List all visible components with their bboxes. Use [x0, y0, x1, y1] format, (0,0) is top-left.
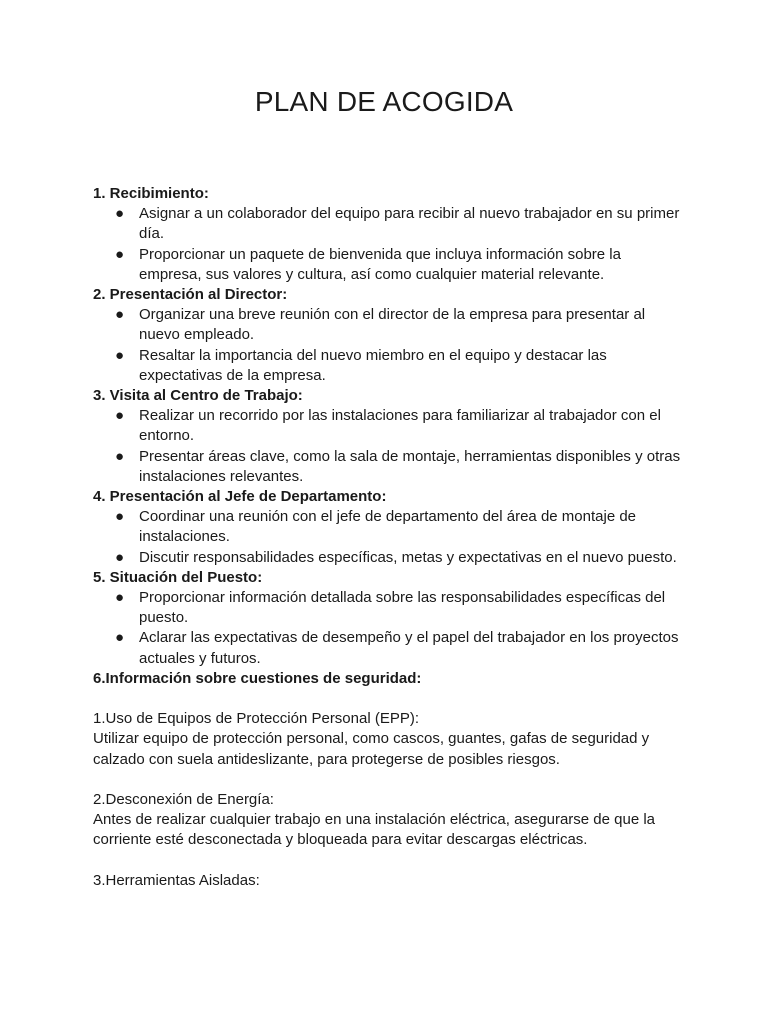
bullet-list	[93, 588, 683, 669]
list-item-text: Proporcionar información detallada sobre las responsabilidades específicas del puesto.	[139, 589, 666, 627]
section-heading: 5. Situación del Puesto:	[93, 568, 263, 586]
bullet-icon: ●	[115, 589, 125, 607]
list-item-text: Discutir responsabilidades específicas, metas y expectativas en el nuevo puesto.	[139, 548, 677, 566]
bullet-list	[93, 204, 683, 285]
list-item-text: Presentar áreas clave, como la sala de montaje, herramientas disponibles y otras instalaciones relevantes.	[139, 447, 681, 485]
section-heading: 2. Presentación al Director:	[93, 286, 288, 304]
section-recibimiento	[93, 184, 683, 285]
list-item	[93, 507, 683, 547]
list-item-text: Coordinar una reunión con el jefe de departamento del área de montaje de instalaciones.	[139, 508, 637, 546]
section-situacion-puesto	[93, 568, 683, 669]
section-heading: 3. Visita al Centro de Trabajo:	[93, 387, 303, 405]
section-presentacion-director	[93, 285, 683, 386]
paragraph-spacer	[93, 770, 683, 790]
list-item	[93, 548, 683, 568]
safety-item-label: 2.Desconexión de Energía:	[93, 791, 274, 809]
list-item	[93, 346, 683, 386]
section-heading: 4. Presentación al Jefe de Departamento:	[93, 488, 387, 506]
list-item-text: Asignar a un colaborador del equipo para recibir al nuevo trabajador en su primer día.	[139, 205, 680, 243]
bullet-icon: ●	[115, 346, 125, 364]
bullet-icon: ●	[115, 205, 125, 223]
bullet-icon: ●	[115, 407, 125, 425]
list-item	[93, 245, 683, 285]
bullet-list	[93, 507, 683, 568]
section-heading: 6.Información sobre cuestiones de seguridad:	[93, 669, 422, 687]
safety-item-text: Antes de realizar cualquier trabajo en una instalación eléctrica, asegurarse de que la corriente esté desconectada y bloqueada para evitar descargas eléctricas.	[93, 811, 656, 849]
section-seguridad	[93, 669, 683, 891]
paragraph-spacer	[93, 689, 683, 709]
paragraph-spacer	[93, 851, 683, 871]
list-item-text: Organizar una breve reunión con el director de la empresa para presentar al nuevo empleado.	[139, 306, 646, 344]
safety-item-label: 3.Herramientas Aisladas:	[93, 871, 260, 889]
section-heading: 1. Recibimiento:	[93, 185, 209, 202]
document-title: PLAN DE ACOGIDA	[254, 86, 514, 117]
section-visita-centro	[93, 386, 683, 487]
bullet-list	[93, 406, 683, 487]
section-presentacion-jefe	[93, 487, 683, 568]
bullet-icon: ●	[115, 447, 125, 465]
list-item-text: Realizar un recorrido por las instalaciones para familiarizar al trabajador con el entorno.	[139, 407, 661, 445]
document-body	[93, 184, 683, 891]
list-item	[93, 588, 683, 628]
safety-item-label: 1.Uso de Equipos de Protección Personal (EPP):	[93, 710, 420, 728]
list-item-text: Resaltar la importancia del nuevo miembro en el equipo y destacar las expectativas de la empresa.	[139, 346, 607, 384]
safety-item-text: Utilizar equipo de protección personal, como cascos, guantes, gafas de seguridad y calzado con suela antideslizante, para protegerse de posibles riesgos.	[93, 730, 650, 768]
bullet-list	[93, 305, 683, 386]
list-item	[93, 406, 683, 446]
list-item-text: Proporcionar un paquete de bienvenida que incluya información sobre la empresa, sus valores y cultura, así como cualquier material relevante.	[139, 245, 621, 283]
list-item	[93, 447, 683, 487]
list-item-text: Aclarar las expectativas de desempeño y el papel del trabajador en los proyectos actuales y futuros.	[139, 629, 679, 667]
bullet-icon: ●	[115, 306, 125, 324]
bullet-icon: ●	[115, 245, 125, 263]
bullet-icon: ●	[115, 629, 125, 647]
bullet-icon: ●	[115, 548, 125, 566]
bullet-icon: ●	[115, 508, 125, 526]
list-item	[93, 305, 683, 345]
list-item	[93, 628, 683, 668]
list-item	[93, 204, 683, 244]
